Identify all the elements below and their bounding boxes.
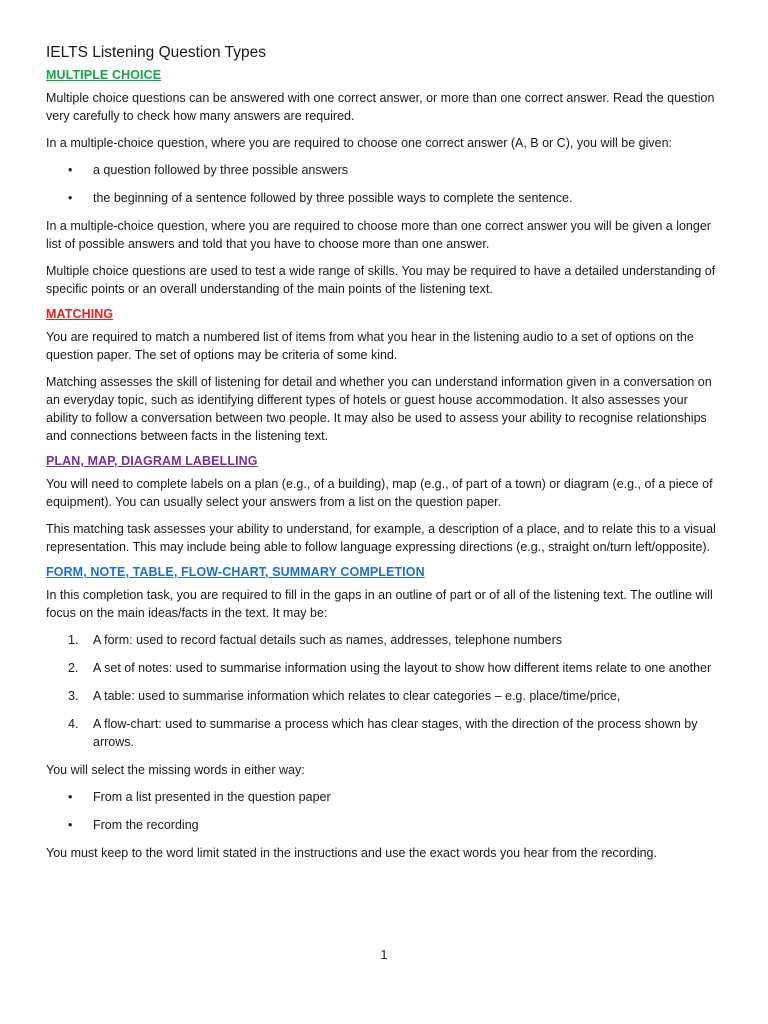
paragraph: In a multiple-choice question, where you are required to choose one correct answer (A, B or C), you will be given: <box>46 136 673 150</box>
page-number: 1 <box>380 948 388 962</box>
paragraph: You will need to complete labels on a plan (e.g., of a building), map (e.g., of part of a town) or diagram (e.g., of a piece of equipment). You can usually select your answers from a list on the question paper. <box>46 477 713 509</box>
bullet-icon: • <box>68 818 73 832</box>
paragraph: This matching task assesses your ability to understand, for example, a description of a place, and to relate this to a visual representation. This may include being able to follow language expressing directions (e.g., straight on/turn left/opposite). <box>46 522 716 554</box>
list-item-text: A flow-chart: used to summarise a process which has clear stages, with the direction of the process shown by arrows. <box>93 717 698 749</box>
list-number: 1. <box>68 633 79 647</box>
bullet-icon: • <box>68 163 73 177</box>
list-item-text: a question followed by three possible answers <box>93 163 349 177</box>
list-item-text: A table: used to summarise information which relates to clear categories – e.g. place/time/price, <box>93 689 621 703</box>
list-item <box>46 189 718 207</box>
list-item <box>46 788 718 806</box>
heading-matching: MATCHING <box>46 307 114 321</box>
list-item <box>46 687 718 705</box>
paragraph: Multiple choice questions are used to test a wide range of skills. You may be required to have a detailed understanding of specific points or an overall understanding of the main points of the listening text. <box>46 264 716 296</box>
list-item <box>46 631 718 649</box>
list-item <box>46 816 718 834</box>
heading-multiple-choice: MULTIPLE CHOICE <box>46 68 162 82</box>
list-item-text: From a list presented in the question paper <box>93 790 331 804</box>
paragraph: You will select the missing words in either way: <box>46 763 305 777</box>
list-item <box>46 659 718 677</box>
list-item <box>46 715 718 751</box>
bullet-icon: • <box>68 191 73 205</box>
document-body <box>46 44 718 871</box>
list-item <box>46 161 718 179</box>
list-number: 4. <box>68 717 79 731</box>
document-title: IELTS Listening Question Types <box>46 44 266 61</box>
list-item-text: the beginning of a sentence followed by three possible ways to complete the sentence. <box>93 191 573 205</box>
list-item-text: A form: used to record factual details such as names, addresses, telephone numbers <box>93 633 563 647</box>
heading-completion: FORM, NOTE, TABLE, FLOW-CHART, SUMMARY COMPLETION <box>46 565 425 579</box>
paragraph: You must keep to the word limit stated in the instructions and use the exact words you hear from the recording. <box>46 846 657 860</box>
bullet-list <box>46 788 718 834</box>
list-number: 2. <box>68 661 79 675</box>
paragraph: You are required to match a numbered list of items from what you hear in the listening audio to a set of options on the question paper. The set of options may be criteria of some kind. <box>46 330 694 362</box>
paragraph: Multiple choice questions can be answered with one correct answer, or more than one correct answer. Read the question very carefully to check how many answers are required. <box>46 91 715 123</box>
list-item-text: A set of notes: used to summarise information using the layout to show how different items relate to one another <box>93 661 712 675</box>
paragraph: In this completion task, you are required to fill in the gaps in an outline of part or of all of the listening text. The outline will focus on the main ideas/facts in the text. It may be: <box>46 588 713 620</box>
bullet-list <box>46 161 718 207</box>
bullet-icon: • <box>68 790 73 804</box>
numbered-list <box>46 631 718 751</box>
paragraph: In a multiple-choice question, where you are required to choose more than one correct answer you will be given a longer list of possible answers and told that you have to choose more than one answer. <box>46 219 711 251</box>
list-number: 3. <box>68 689 79 703</box>
paragraph: Matching assesses the skill of listening for detail and whether you can understand information given in a conversation on an everyday topic, such as identifying different types of hotels or guest house accommodation. It also assesses your ability to follow a conversation between two people. It may also be used to assess your ability to recognise relationships and connections between facts in the listening text. <box>46 375 712 443</box>
list-item-text: From the recording <box>93 818 199 832</box>
heading-labelling: PLAN, MAP, DIAGRAM LABELLING <box>46 454 258 468</box>
